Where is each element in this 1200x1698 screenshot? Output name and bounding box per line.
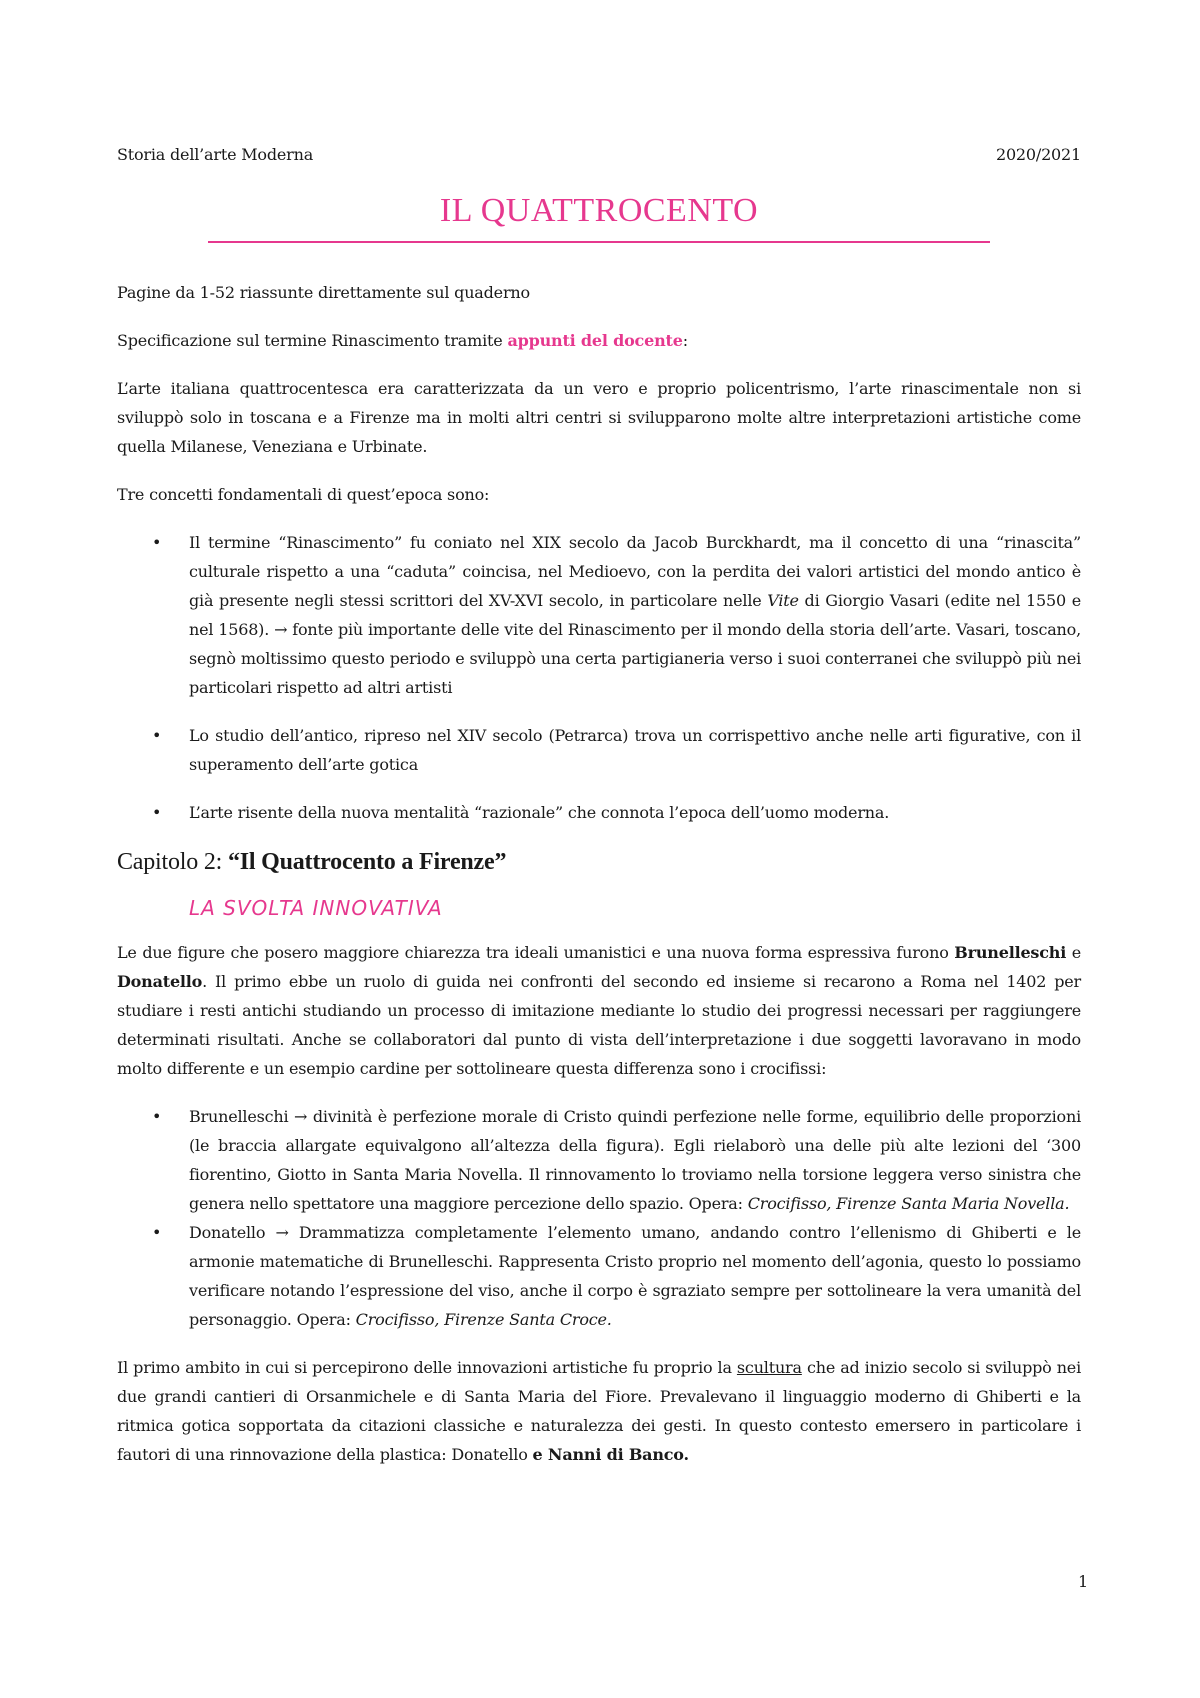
concept-1-vite: Vite xyxy=(767,591,799,610)
crucifixes-list xyxy=(117,1102,1081,1334)
list-item xyxy=(117,798,1081,827)
concept-3: L’arte risente della nuova mentalità “razionale” che connota l’epoca dell’uomo moderna. xyxy=(189,803,890,822)
bullet-icon: • xyxy=(152,1223,162,1242)
bullet-icon: • xyxy=(152,803,162,822)
scultura-underlined: scultura xyxy=(736,1358,802,1377)
concept-1-part1: Il termine “Rinascimento” fu coniato nel XIX secolo da Jacob Burckhardt, ma il concetto di una “rinascita” culturale rispetto a una “caduta” coincisa, nel Medioevo, con la perdita dei valori artistici del mondo antico è già presente negli stessi scrittori del XV-XVI secolo, in particolare nelle xyxy=(189,533,1081,610)
brunelleschi-name: Brunelleschi xyxy=(954,943,1067,962)
scultura-paragraph xyxy=(117,1353,1081,1469)
pages-note: Pagine da 1-52 riassunte direttamente sul quaderno xyxy=(117,283,530,302)
concepts-lead: Tre concetti fondamentali di quest’epoca sono: xyxy=(117,485,490,504)
list-item xyxy=(117,1102,1081,1218)
donatello-name: Donatello xyxy=(117,972,203,991)
bullet-icon: • xyxy=(152,533,162,552)
svolta-text-rest: . Il primo ebbe un ruolo di guida nei confronti del secondo ed insieme si recarono a Roma nel 1402 per studiare i resti antichi studiando un processo di imitazione mediante lo studio dei progressi necessari per raggiungere determinati risultati. Anche se collaboratori dal punto di vista dell’interpretazione i due soggetti lavoravano in modo molto differente e un esempio cardine per sottolineare questa differenza sono i crocifissi: xyxy=(117,972,1081,1078)
donatello-work: Crocifisso, Firenze Santa Croce xyxy=(355,1310,607,1329)
title-underline xyxy=(208,241,990,243)
list-item xyxy=(117,721,1081,779)
list-item xyxy=(117,1218,1081,1334)
svolta-text-start: Le due figure che posero maggiore chiarezza tra ideali umanistici e una nuova forma espressiva furono xyxy=(117,943,955,962)
chapter-name: “Il Quattrocento a Firenze” xyxy=(227,849,507,875)
concept-2: Lo studio dell’antico, ripreso nel XIV secolo (Petrarca) trova un corrispettivo anche nelle arti figurative, con il superamento dell’arte gotica xyxy=(189,726,1081,774)
period: . xyxy=(1064,1194,1070,1213)
spec-prefix: Specificazione sul termine Rinascimento tramite xyxy=(117,331,508,350)
brunelleschi-label: Brunelleschi xyxy=(189,1107,295,1126)
policentrismo-paragraph: L’arte italiana quattrocentesca era caratterizzata da un vero e proprio policentrismo, l’arte rinascimentale non si sviluppò solo in toscana e a Firenze ma in molti altri centri si svilupparono molte altre interpretazioni artistiche come quella Milanese, Veneziana e Urbinate. xyxy=(117,379,1081,456)
page-number: 1 xyxy=(1078,1572,1089,1591)
section-heading: LA SVOLTA INNOVATIVA xyxy=(189,896,443,920)
scultura-start: Il primo ambito in cui si percepirono delle innovazioni artistiche fu proprio la xyxy=(117,1358,737,1377)
concepts-list xyxy=(117,528,1081,827)
course-name: Storia dell’arte Moderna xyxy=(117,145,314,164)
specification-line xyxy=(117,326,1081,355)
page-header xyxy=(117,145,1081,164)
bullet-icon: • xyxy=(152,1107,162,1126)
donatello-label: Donatello xyxy=(189,1223,276,1242)
concept-1-part2: di Giorgio Vasari (edite nel 1550 e nel 1568). xyxy=(189,591,1081,639)
brunelleschi-text: divinità è perfezione morale di Cristo quindi perfezione nelle forme, equilibrio delle proporzioni (le braccia allargate equivalgono all’altezza della figura). Egli rielaborò una delle più alte lezioni del ‘300 fiorentino, Giotto in Santa Maria Novella. Il rinnovamento lo troviamo nella torsione leggera verso sinistra che genera nello spettatore una maggiore percezione dello spazio. Opera: xyxy=(189,1107,1081,1213)
list-item xyxy=(117,528,1081,702)
academic-year: 2020/2021 xyxy=(995,145,1081,164)
period: . xyxy=(606,1310,612,1329)
arrow-right-icon: → xyxy=(275,1223,289,1242)
arrow-right-icon: → xyxy=(294,1107,308,1126)
chapter-prefix: Capitolo 2: xyxy=(117,849,228,875)
document-body xyxy=(117,278,1081,1488)
spec-highlight: appunti del docente xyxy=(507,331,683,350)
bullet-icon: • xyxy=(152,726,162,745)
chapter-heading xyxy=(117,846,1081,878)
donatello-text: Drammatizza completamente l’elemento umano, andando contro l’ellenismo di Ghiberti e le armonie matematiche di Brunelleschi. Rappresenta Cristo proprio nel momento dell’agonia, questo lo possiamo verificare notando l’espressione del viso, anche il corpo è sgraziato sempre per sottolineare la vera umanità del personaggio. Opera: xyxy=(189,1223,1081,1329)
spec-suffix: : xyxy=(682,331,688,350)
svolta-paragraph xyxy=(117,938,1081,1083)
document-title: IL QUATTROCENTO xyxy=(439,192,759,229)
conjunction: e xyxy=(1066,943,1081,962)
scultura-mid: che ad inizio secolo si sviluppò nei due grandi cantieri di Orsanmichele e di Santa Maria del Fiore. Prevalevano il linguaggio moderno di Ghiberti e la ritmica gotica sopportata da citazioni classiche e naturalezza dei gesti. In questo contesto emersero in particolare i fautori di una rinnovazione della plastica: Donatello xyxy=(117,1358,1081,1464)
scultura-bold-end: e Nanni di Banco. xyxy=(532,1445,689,1464)
brunelleschi-work: Crocifisso, Firenze Santa Maria Novella xyxy=(747,1194,1065,1213)
concept-1-part3: fonte più importante delle vite del Rinascimento per il mondo della storia dell’arte. Vasari, toscano, segnò moltissimo questo periodo e sviluppò una certa partigianeria verso i suoi conterranei che sviluppò più nei particolari rispetto ad altri artisti xyxy=(189,620,1081,697)
arrow-right-icon: → xyxy=(274,620,288,639)
